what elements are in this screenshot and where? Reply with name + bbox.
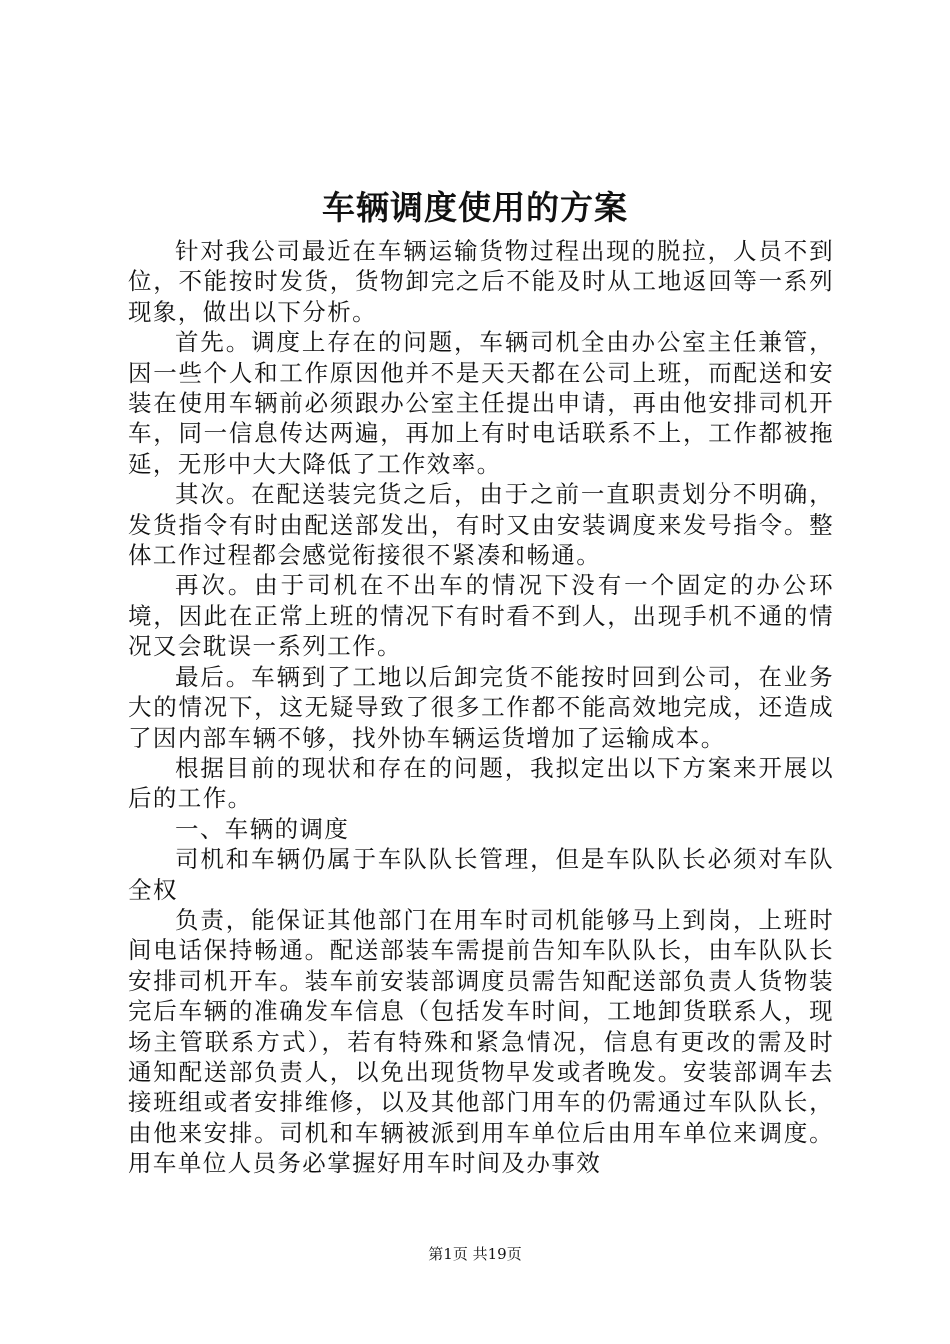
page-footer: 第1页 共19页: [428, 1245, 522, 1263]
paragraph-first: 首先。调度上存在的问题，车辆司机全由办公室主任兼管，因一些个人和工作原因他并不是天天都在公司上班，而配送和安装在使用车辆前必须跟办公室主任提出申请，再由他安排司机开车，同一信息传达两遍，再加上有时电话联系不上，工作都被拖延，无形中大大降低了工作效率。: [128, 328, 834, 478]
paragraph-third: 再次。由于司机在不出车的情况下没有一个固定的办公环境，因此在正常上班的情况下有时看不到人，出现手机不通的情况又会耽误一系列工作。: [128, 571, 834, 661]
section-heading-vehicle-dispatch: 一、车辆的调度: [175, 814, 350, 843]
document-title: 车辆调度使用的方案: [322, 188, 628, 227]
paragraph-dispatch-2: 负责，能保证其他部门在用车时司机能够马上到岗，上班时间电话保持畅通。配送部装车需提前告知车队队长，由车队队长安排司机开车。装车前安装部调度员需告知配送部负责人货物装完后车辆的准确发车信息（包括发车时间，工地卸货联系人，现场主管联系方式），若有特殊和紧急情况，信息有更改的需及时通知配送部负责人，以免出现货物早发或者晚发。安装部调车去接班组或者安排维修，以及其他部门用车的仍需通过车队队长，由他来安排。司机和车辆被派到用车单位后由用车单位来调度。用车单位人员务必掌握好用车时间及办事效: [128, 905, 834, 1178]
paragraph-plan-intro: 根据目前的现状和存在的问题，我拟定出以下方案来开展以后的工作。: [128, 753, 834, 813]
document-body: [128, 236, 834, 1179]
paragraph-last: 最后。车辆到了工地以后卸完货不能按时回到公司，在业务大的情况下，这无疑导致了很多工作都不能高效地完成，还造成了因内部车辆不够，找外协车辆运货增加了运输成本。: [128, 662, 834, 752]
paragraph-dispatch-1: 司机和车辆仍属于车队队长管理，但是车队队长必须对车队全权: [128, 845, 834, 904]
paragraph-second: 其次。在配送装完货之后，由于之前一直职责划分不明确，发货指令有时由配送部发出，有时又由安装调度来发号指令。整体工作过程都会感觉衔接很不紧凑和畅通。: [128, 480, 834, 570]
paragraph-intro: 针对我公司最近在车辆运输货物过程出现的脱拉，人员不到位，不能按时发货，货物卸完之后不能及时从工地返回等一系列现象，做出以下分析。: [128, 237, 834, 326]
